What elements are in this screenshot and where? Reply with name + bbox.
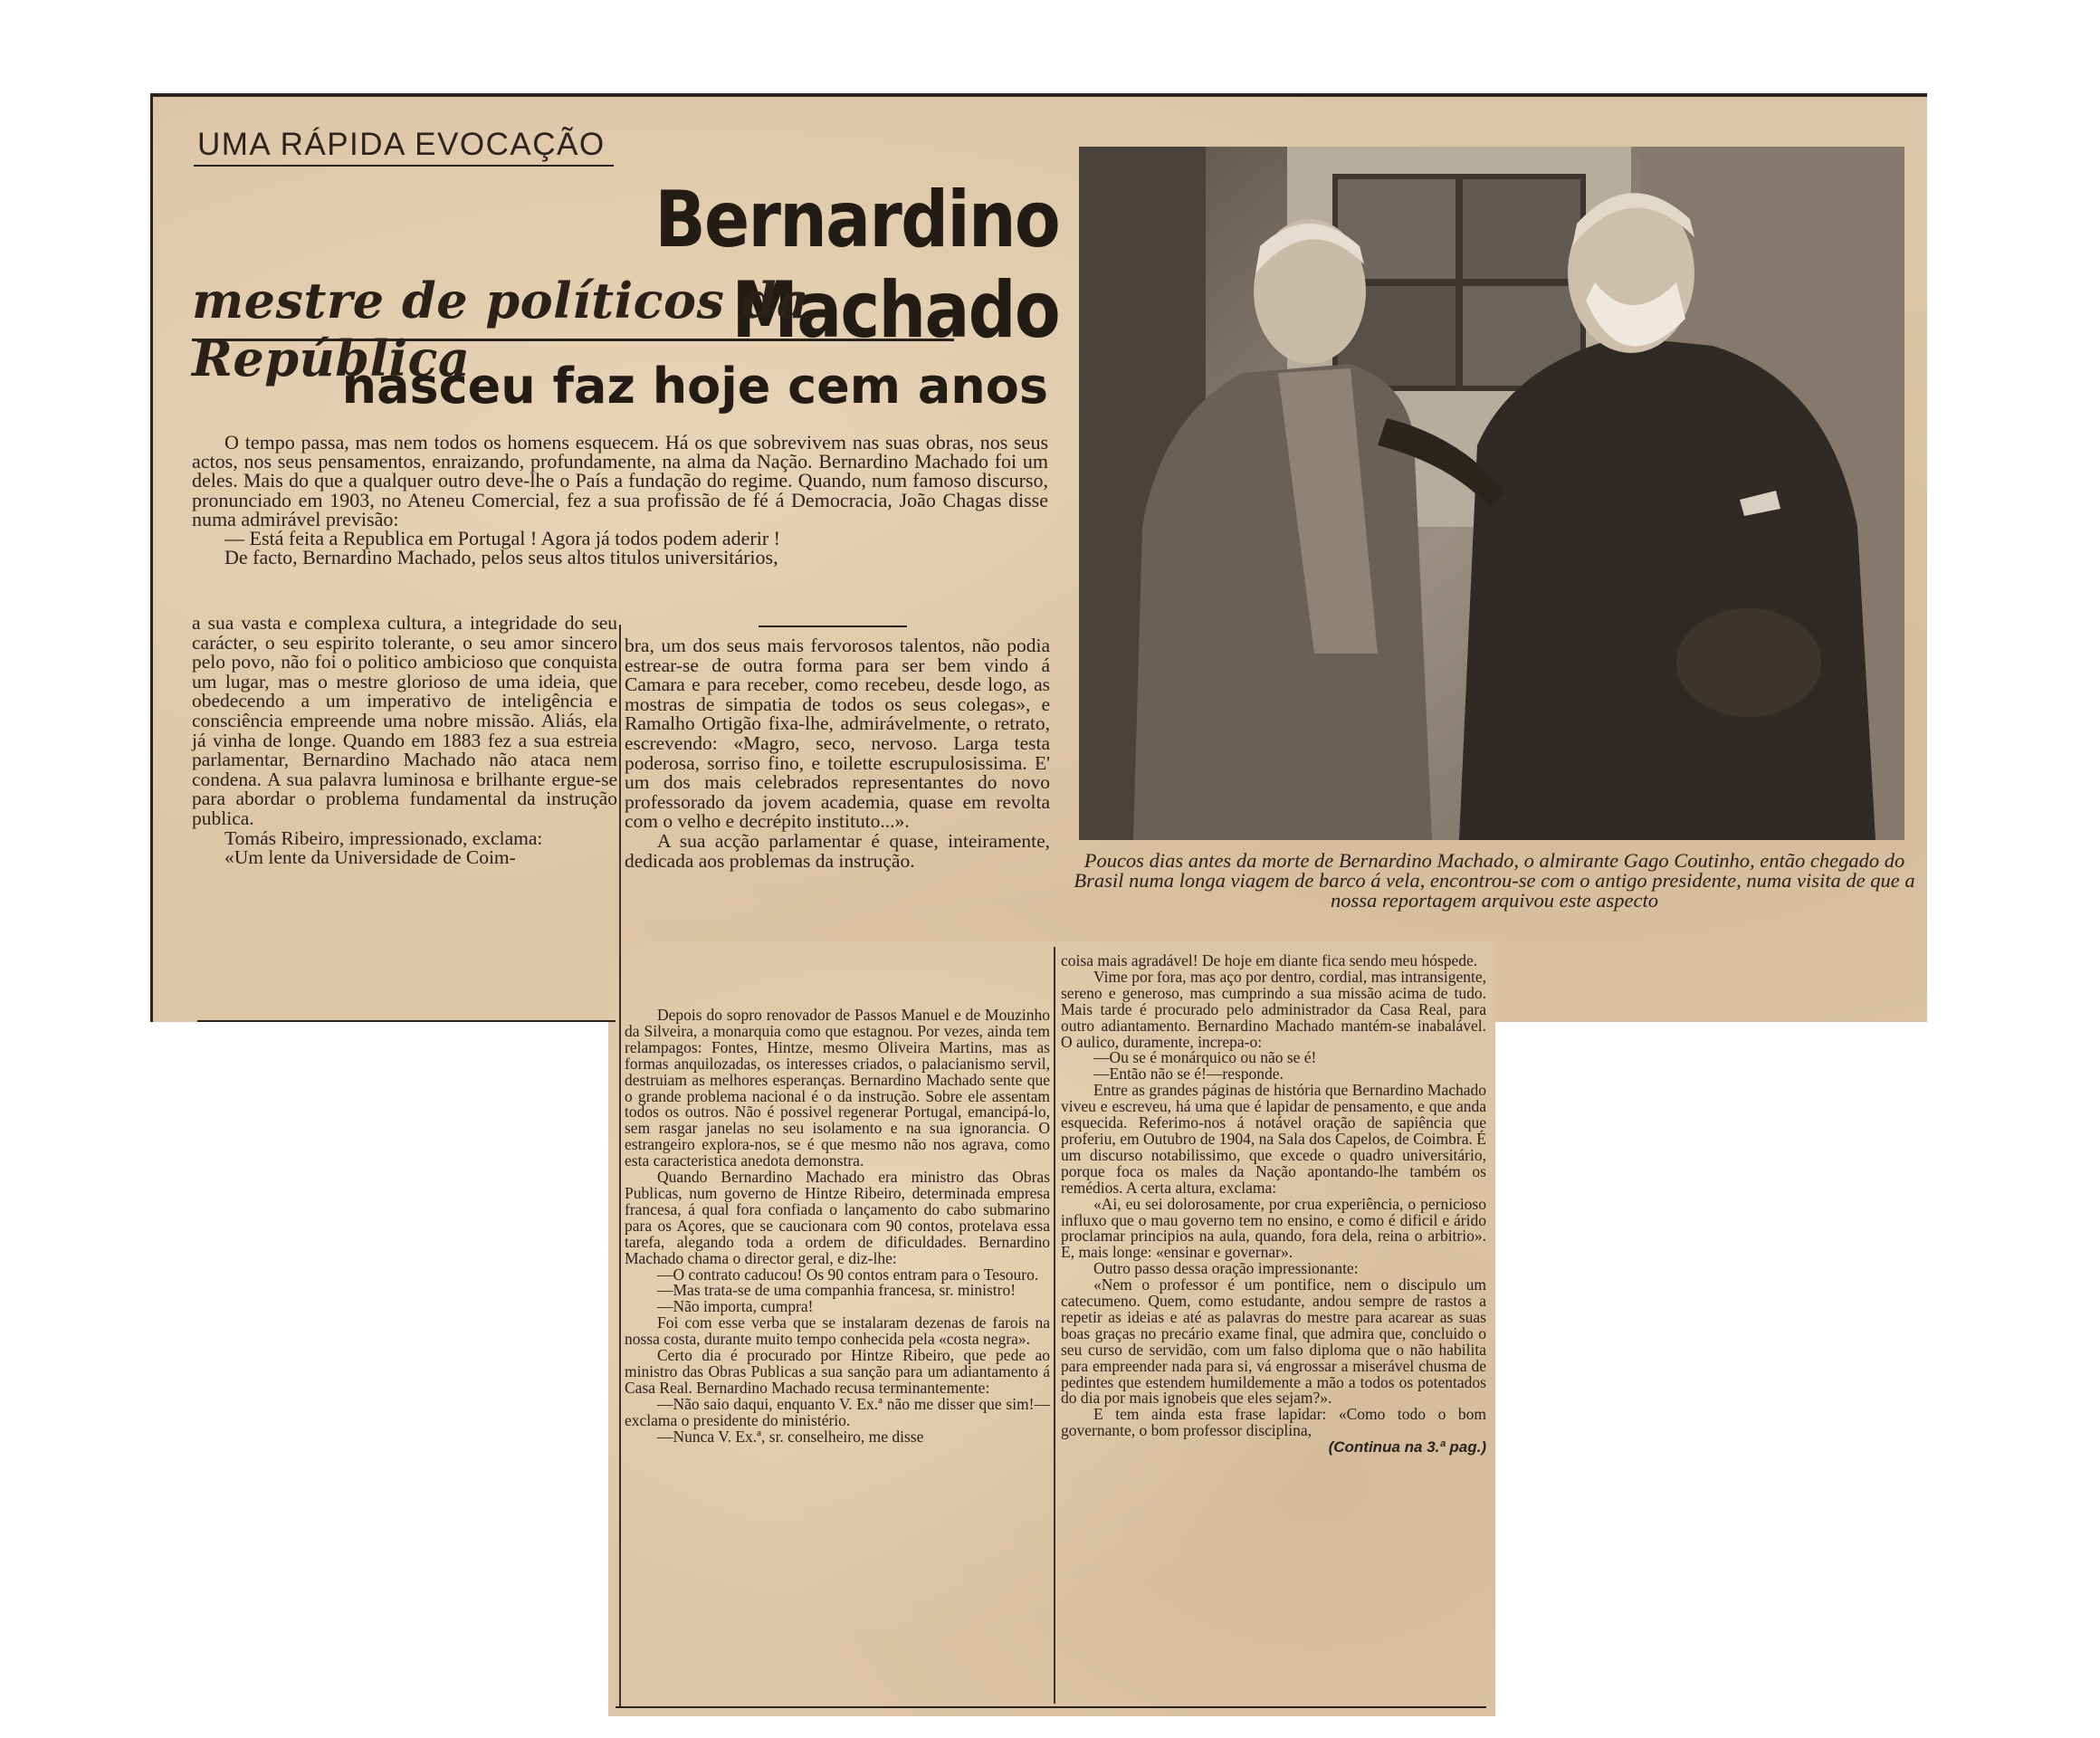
column-paragraph: «Um lente da Universidade de Coim- [224,846,516,869]
column-paragraph: Tomás Ribeiro, impressionado, exclama: [224,826,543,849]
article-photo [1079,147,1904,840]
headline: Bernardino Machado [654,175,1059,356]
lead-paragraph: O tempo passa, mas nem todos os homens esquecem. Há os que sobrevivem nas suas obras, nos seus actos, nos seus pensamentos, enraizando, profundamente, na alma da Nação. Bernardino Machado foi um deles. Mais do que a qualquer outro deve-lhe o País a fundação do regime. Quando, num famoso discurso, pronunciado em 1903, no Ateneu Comercial, fez a sua profissão de fé á Democracia, João Chagas disse numa admirável previsão: [192,431,1048,530]
kicker-rule [194,165,614,167]
column-a [192,614,617,868]
column-paragraph: coisa mais agradável! De hoje em diante fica sendo meu hóspede. [1061,951,1478,969]
lead-quote: — Está feita a Republica em Portugal ! Agora já todos podem aderir ! [224,527,780,550]
photo-illustration [1079,147,1904,840]
kicker-heading: UMA RÁPIDA EVOCAÇÃO [197,127,606,162]
column-paragraph: —Então não se é!—responde. [1093,1065,1284,1084]
column-paragraph: —Nunca V. Ex.ª, sr. conselheiro, me disse [657,1427,924,1446]
column-paragraph: —O contrato caducou! Os 90 contos entram para o Tesouro. [657,1265,1039,1284]
column-paragraph: Foi com esse verba que se instalaram dezenas de farois na nossa costa, durante muito tempo conhecida pela «costa negra». [625,1313,1050,1349]
column-paragraph: «Nem o professor é um pontifice, nem o discipulo um catecumeno. Quem, como estudante, andou sempre de rastos a repetir as ideias e até as palavras do mestre para acarear as suas boas graças no precário exame final, que admira que, concluido o seu curso de servidão, com um falso diploma que o não habilita para empreender nada para si, vá engrossar a miserável chusma de pedintes que estendem humildemente a mão a todos os potentados do dia por mais ignobeis que eles sejam?». [1061,1275,1486,1408]
bottom-rule-center [616,1706,1486,1708]
column-paragraph: —Ou se é monárquico ou não se é! [1093,1048,1317,1067]
photo-window-pane [1463,179,1580,279]
intro-rule [759,625,907,627]
column-paragraph: a sua vasta e complexa cultura, a integridade do seu carácter, o seu espirito tolerante, o seu amor sincero pelo povo, não foi o politico ambicioso que conquista um lugar, mas o mestre glorioso de uma ideia, que obedecendo a um imperativo de inteligência e consciência empreende uma nobre missão. Aliás, ela já vinha de longe. Quando em 1883 fez a sua estreia parlamentar, Bernardino Machado não ataca nem condena. A sua palavra luminosa e brilhante ergue-se para abordar o problema fundamental da instrução publica. [192,612,617,829]
column-paragraph: Depois do sopro renovador de Passos Manuel e de Mouzinho da Silveira, a monarquia como que estagnou. Por vezes, ainda tem relampagos: Fontes, Hintze, mesmo Oliveira Martins, mas as formas anquilozadas, os interesses criados, o palacianismo servil, destruiam as melhores esperanças. Bernardino Machado sente que o grande problema nacional é o da instrução. Sobre ele assentam todos os outros. Não é possivel regenerar Portugal, emancipá-lo, sem rasgar janelas no seu isolamento e na sua ignorancia. O estrangeiro explora-nos, se é que mesmo não nos agrava, como esta caracteristica anedota demonstra. [625,1006,1050,1170]
column-paragraph: Vime por fora, mas aço por dentro, cordial, mas intransigente, sereno e generoso, mas cumprindo a sua missão acima de tudo. Mais tarde é procurado pelo administrador da Casa Real, para outro adiantamento. Bernardino Machado mantém-se inabalável. O aulico, duramente, increpa-o: [1061,967,1486,1051]
deck-line: nasceu faz hoje cem anos [341,358,1048,415]
column-divider-2 [1054,947,1055,1704]
photo-caption: Poucos dias antes da morte de Bernardino Machado, o almirante Gago Coutinho, então chegado do Brasil numa longa viagem de barco á vela, encontrou-se com o antigo presidente, numa visita de que a nossa reportagem arquivou este aspecto [1074,849,1915,912]
column-paragraph: «Ai, eu sei dolorosamente, por crua experiência, o pernicioso influxo que o mau governo tem no ensino, e como é dificil e árido proclamar principios na aula, quando, fora dela, reina o arbitrio». E, mais longe: «ensinar e governar». [1061,1194,1486,1262]
column-c [625,1007,1050,1445]
continued-note: (Continua na 3.ª pag.) [1328,1438,1486,1456]
subheadline: mestre de políticos da República [192,272,809,387]
column-paragraph: Certo dia é procurado por Hintze Ribeiro, que pede ao ministro das Obras Publicas a sua sanção para um adiantamento á Casa Real. Bernardino Machado recusa terminantemente: [625,1346,1050,1397]
column-paragraph: E tem ainda esta frase lapidar: «Como todo o bom governante, o bom professor disciplina, [1061,1405,1486,1440]
column-d [1061,953,1486,1456]
column-paragraph: Entre as grandes páginas de história que Bernardino Machado viveu e escreveu, há uma que é lapidar de pensamento, e que anda esquecida. Referimo-nos á notável oração de sapiência que proferiu, em Outubro de 1904, na Sala dos Capelos, de Coimbra. É um discurso notabilissimo, que excede o quadro universitário, porque foca os males da Nação apontando-lhe também os remédios. A certa altura, exclama: [1061,1081,1486,1197]
column-paragraph: Quando Bernardino Machado era ministro das Obras Publicas, num governo de Hintze Ribeiro, determinada empresa francesa, á qual fora confiada o lançamento do cabo submarino para os Açores, que se caucionara com 90 contos, protelava essa tarefa, alegando toda a ordem de dificuldades. Bernardino Machado chama o director geral, e diz-lhe: [625,1168,1050,1267]
lead-paragraph: De facto, Bernardino Machado, pelos seus altos titulos universitários, [224,546,778,569]
column-paragraph: Outro passo dessa oração impressionante: [1093,1259,1359,1278]
lead-paragraphs [192,433,1048,567]
column-paragraph: —Não saio daqui, enquanto V. Ex.ª não me disser que sim!—exclama o presidente do ministério. [625,1394,1050,1429]
column-paragraph: A sua acção parlamentar é quase, inteiramente, dedicada aos problemas da instrução. [625,829,1050,872]
column-divider-1 [619,625,621,1706]
bottom-rule-left [197,1020,616,1022]
column-b [625,636,1050,871]
column-paragraph: bra, um dos seus mais fervorosos talentos, não podia estrear-se de outra forma para ser bem vindo á Camara e para receber, como recebeu, desde logo, as mostras de simpatia de todos os seus colegas», e Ramalho Ortigão fixa-lhe, admirávelmente, o retrato, escrevendo: «Magro, seco, nervoso. Larga testa poderosa, sorriso fino, e toilette escrupulosissima. E' um dos mais celebrados representantes do novo professorado da jovem academia, quase em revolta com o velho e decrépito instituto...». [625,635,1050,833]
column-paragraph: —Não importa, cumpra! [657,1297,814,1316]
photo-hat [1676,608,1821,717]
column-paragraph: —Mas trata-se de uma companhia francesa, sr. ministro! [657,1281,1017,1300]
